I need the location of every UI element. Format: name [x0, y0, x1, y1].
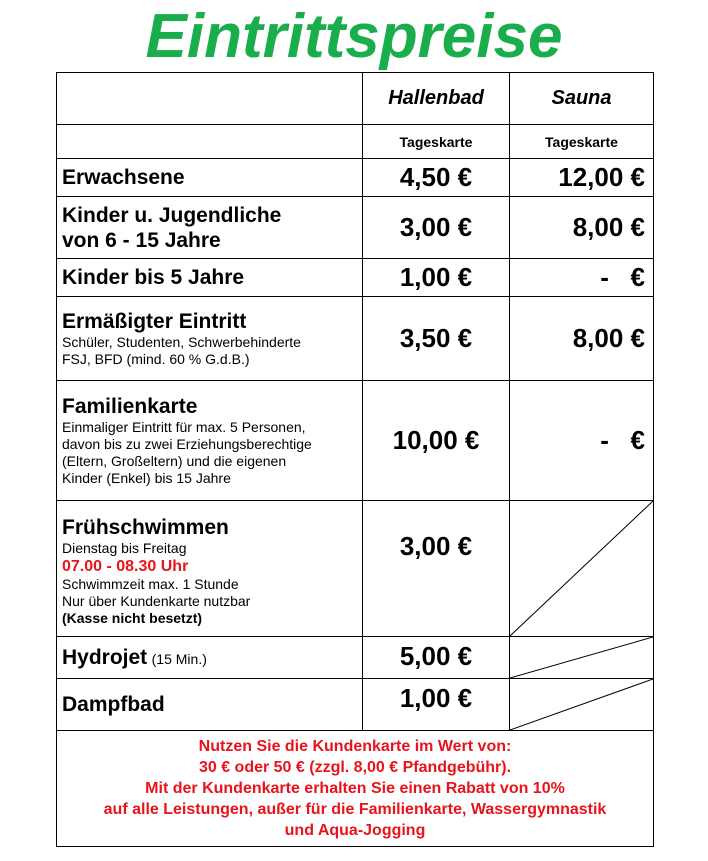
time-range: 07.00 - 08.30 Uhr — [62, 557, 189, 575]
table-row — [57, 197, 654, 259]
row-label-title: Ermäßigter Eintritt — [62, 310, 247, 333]
price-sauna: 12,00 € — [510, 159, 654, 197]
row-label-title: Frühschwimmen — [62, 515, 229, 539]
price-hallenbad: 5,00 € — [363, 637, 510, 679]
row-label-line: von 6 - 15 Jahre — [62, 228, 221, 252]
subheader-empty-cell — [57, 125, 363, 159]
diagonal-line-icon — [510, 679, 653, 730]
footer-row — [57, 731, 654, 847]
table-row — [57, 159, 654, 197]
not-available-cell — [510, 637, 654, 679]
column-header-hallenbad: Hallenbad — [363, 73, 510, 125]
table-header-row — [57, 73, 654, 125]
row-label-line: Kinder u. Jugendliche — [62, 203, 282, 227]
row-label-hydrojet — [57, 637, 363, 679]
row-label-fruehschwimmen — [57, 501, 363, 637]
row-detail-line: davon bis zu zwei Erziehungsberechtige — [62, 436, 312, 452]
row-detail-line: Schüler, Studenten, Schwerbehinderte — [62, 334, 301, 350]
row-note: (Kasse nicht besetzt) — [62, 609, 203, 626]
diagonal-line-icon — [510, 501, 653, 636]
price-hallenbad: 1,00 € — [363, 679, 510, 731]
customer-card-notice — [57, 731, 654, 847]
row-detail-line: Dienstag bis Freitag — [62, 539, 187, 556]
row-label-kinder-bis-5: Kinder bis 5 Jahre — [57, 259, 363, 297]
table-row — [57, 381, 654, 501]
subheader-sauna: Tageskarte — [510, 125, 654, 159]
row-detail-line: Einmaliger Eintritt für max. 5 Personen, — [62, 419, 306, 435]
notice-line: auf alle Leistungen, außer für die Familienkarte, Wassergymnastik — [103, 801, 607, 818]
notice-line: Nutzen Sie die Kundenkarte im Wert von: — [198, 738, 512, 755]
price-hallenbad: 10,00 € — [363, 381, 510, 501]
notice-line: und Aqua-Jogging — [284, 822, 426, 839]
price-sauna: - € — [510, 381, 654, 501]
price-sauna: 8,00 € — [510, 297, 654, 381]
notice-line: 30 € oder 50 € (zzgl. 8,00 € Pfandgebühr). — [198, 759, 512, 776]
row-label-title: Hydrojet — [62, 646, 148, 669]
price-hallenbad: 1,00 € — [363, 259, 510, 297]
row-label-erwachsene: Erwachsene — [57, 159, 363, 197]
row-label-kinder-jugendliche — [57, 197, 363, 259]
diagonal-line-icon — [510, 637, 653, 678]
table-row — [57, 259, 654, 297]
row-detail-line: FSJ, BFD (mind. 60 % G.d.B.) — [62, 351, 250, 367]
row-label-familienkarte — [57, 381, 363, 501]
price-sauna: 8,00 € — [510, 197, 654, 259]
row-detail-line: Schwimmzeit max. 1 Stunde — [62, 575, 239, 592]
row-detail-line: Kinder (Enkel) bis 15 Jahre — [62, 470, 231, 486]
price-hallenbad: 3,00 € — [363, 197, 510, 259]
header-empty-cell — [57, 73, 363, 125]
row-label-ermaessigt — [57, 297, 363, 381]
table-row — [57, 637, 654, 679]
row-detail-line: Nur über Kundenkarte nutzbar — [62, 592, 251, 609]
price-hallenbad: 4,50 € — [363, 159, 510, 197]
row-label-suffix: (15 Min.) — [151, 651, 207, 667]
table-subheader-row — [57, 125, 654, 159]
column-header-sauna: Sauna — [510, 73, 654, 125]
price-hallenbad: 3,50 € — [363, 297, 510, 381]
table-row — [57, 501, 654, 637]
row-label-dampfbad: Dampfbad — [57, 679, 363, 731]
table-row — [57, 297, 654, 381]
price-sauna: - € — [510, 259, 654, 297]
subheader-hallenbad: Tageskarte — [363, 125, 510, 159]
row-label-title: Familienkarte — [62, 395, 198, 418]
price-table — [56, 72, 654, 847]
price-hallenbad: 3,00 € — [363, 501, 510, 637]
page-title: Eintrittspreise — [145, 2, 563, 71]
row-detail-line: (Eltern, Großeltern) und die eigenen — [62, 453, 287, 469]
not-available-cell — [510, 679, 654, 731]
not-available-cell — [510, 501, 654, 637]
notice-line: Mit der Kundenkarte erhalten Sie einen Rabatt von 10% — [145, 780, 565, 797]
table-row — [57, 679, 654, 731]
